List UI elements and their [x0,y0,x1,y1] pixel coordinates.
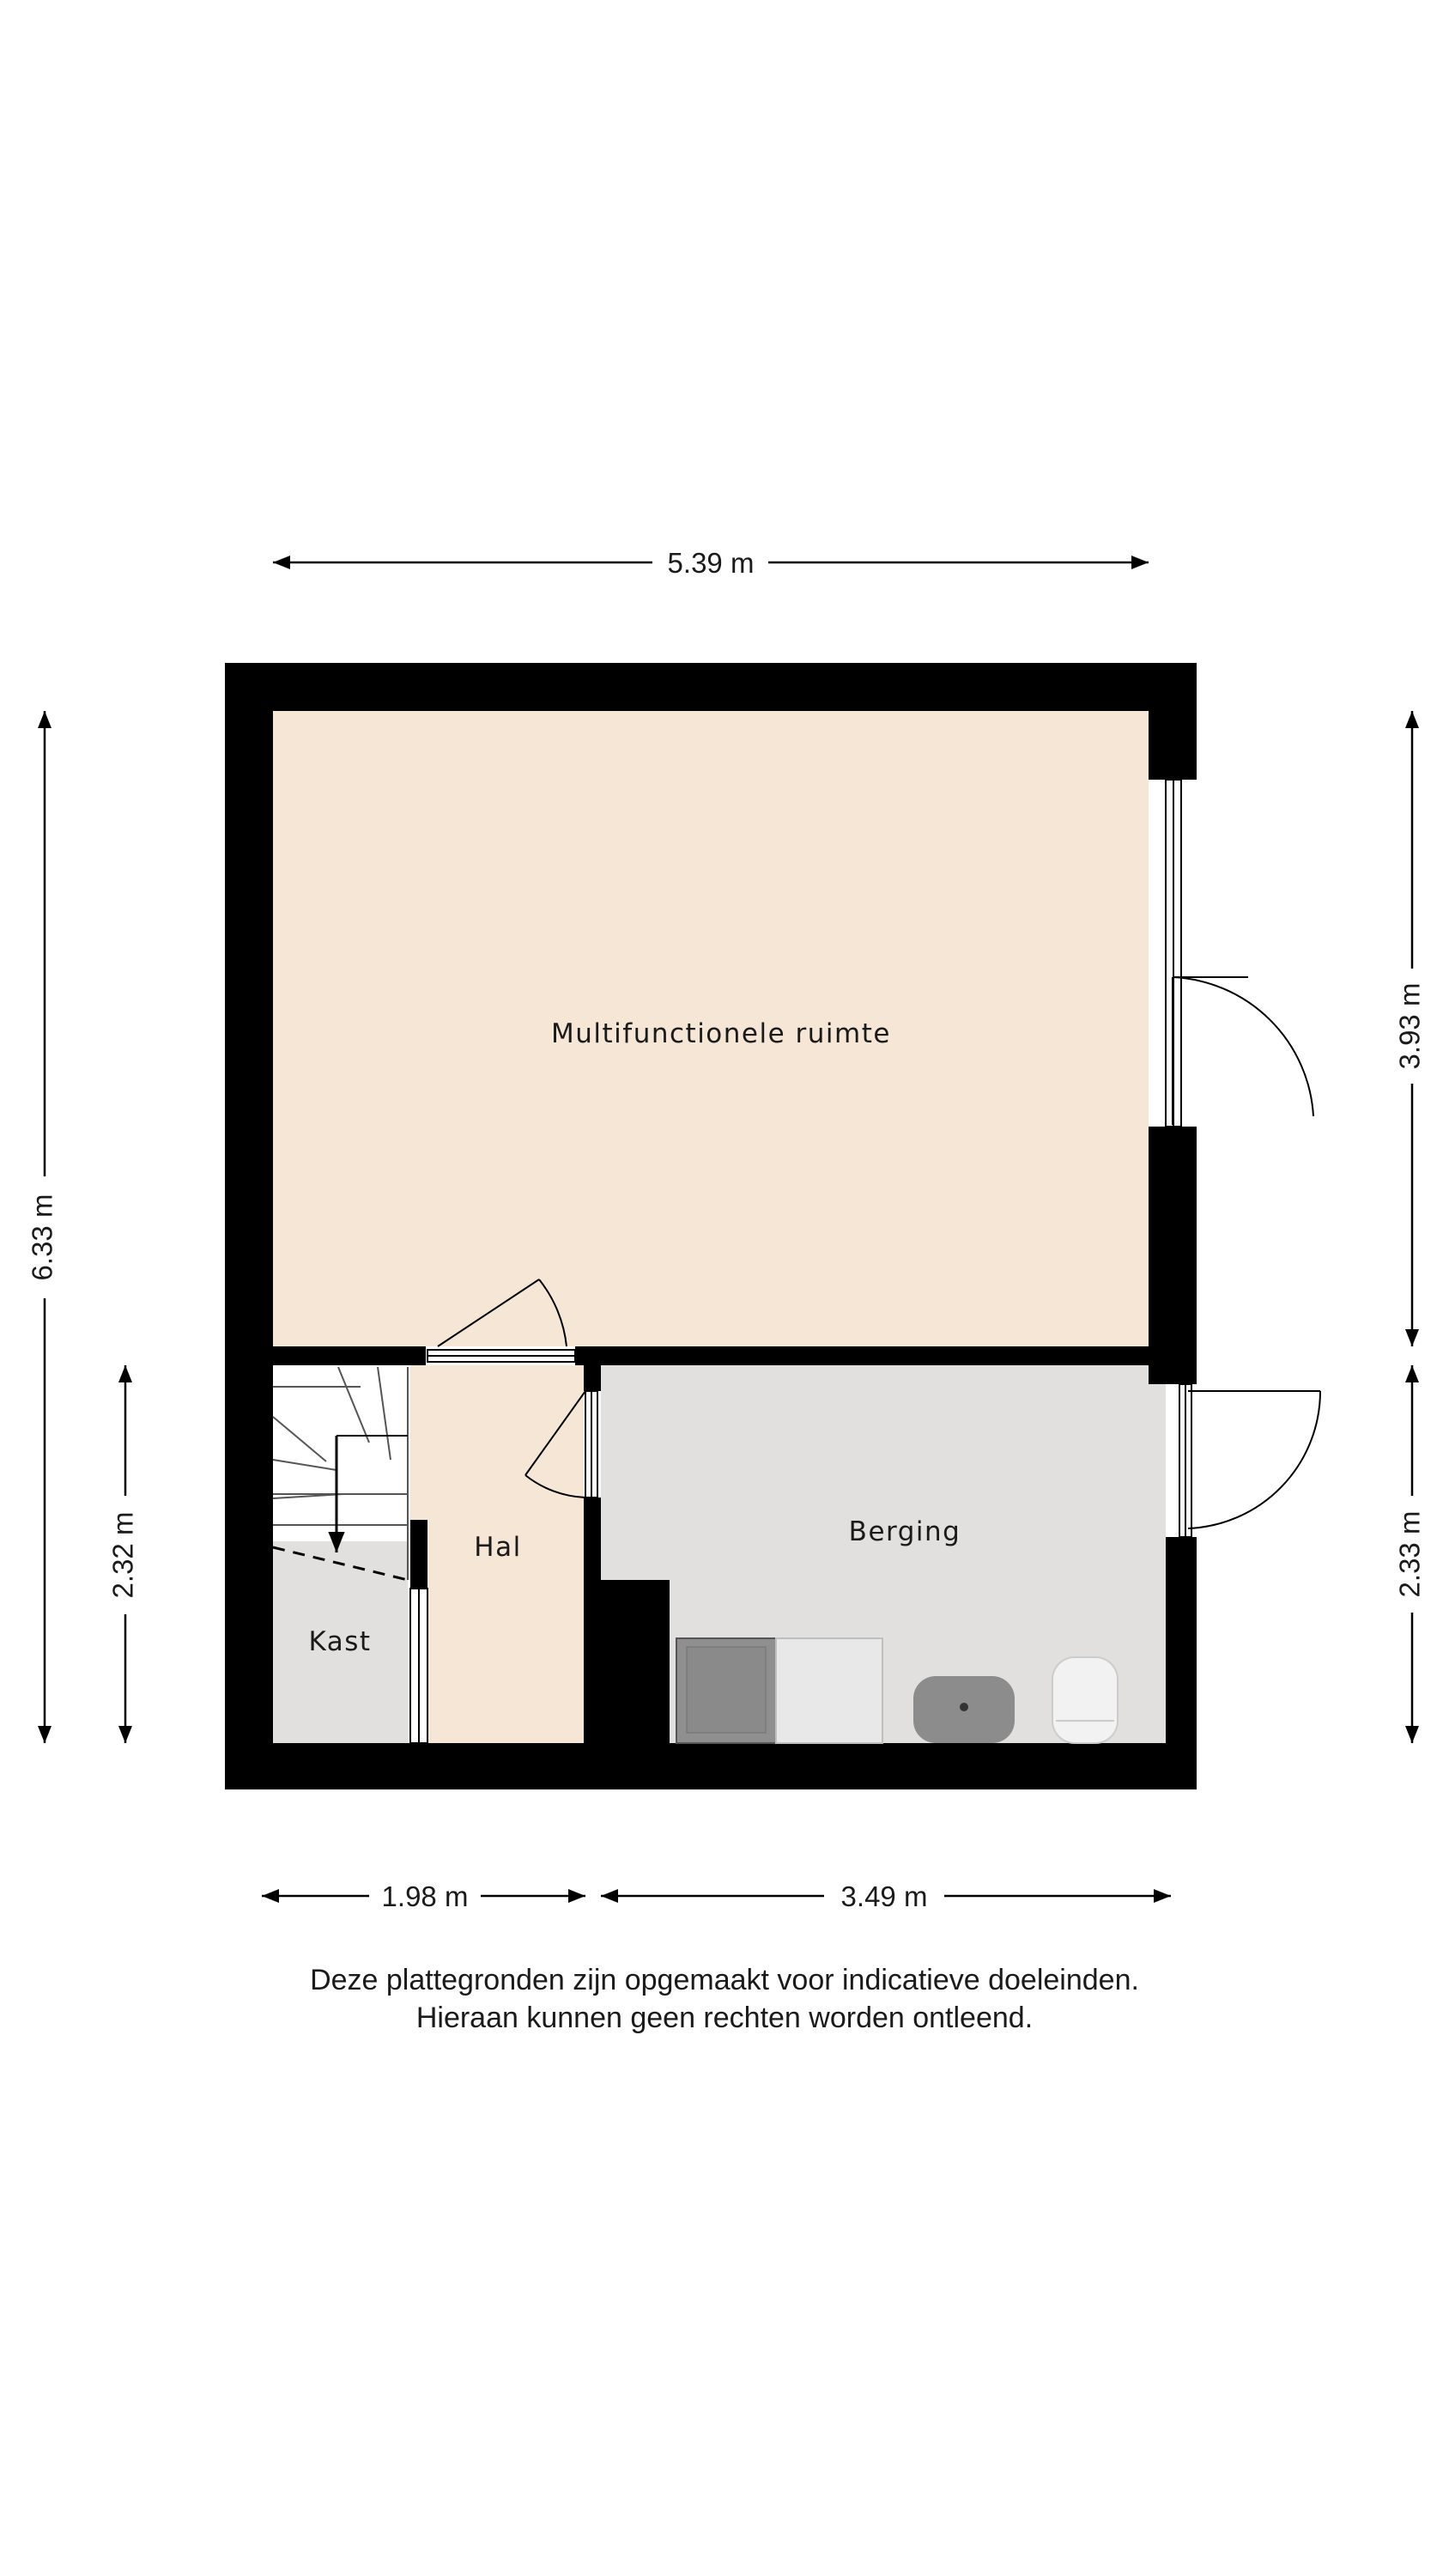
dimension-bottom-right: 3.49 m [840,1880,928,1912]
counter [776,1638,882,1743]
room-label-multifunctional: Multifunctionele ruimte [551,1018,891,1049]
disclaimer [0,1961,1449,2037]
dimension-right-upper: 3.93 m [1393,982,1426,1070]
disclaimer-line-1: Deze plattegronden zijn opgemaakt voor indicatieve doeleinden. [310,1964,1139,1996]
dimension-top-width: 5.39 m [667,547,755,579]
dimension-left-total: 6.33 m [26,1194,58,1281]
room-label-kast: Kast [308,1626,372,1657]
room-label-berging: Berging [848,1516,961,1547]
toilet [1052,1657,1118,1743]
room-label-hal: Hal [474,1532,522,1563]
dimension-left-lower: 2.32 m [106,1511,139,1599]
dimension-right-lower: 2.33 m [1393,1510,1426,1598]
dimension-bottom-left: 1.98 m [381,1880,469,1912]
disclaimer-line-2: Hieraan kunnen geen rechten worden ontleend. [415,2002,1034,2034]
